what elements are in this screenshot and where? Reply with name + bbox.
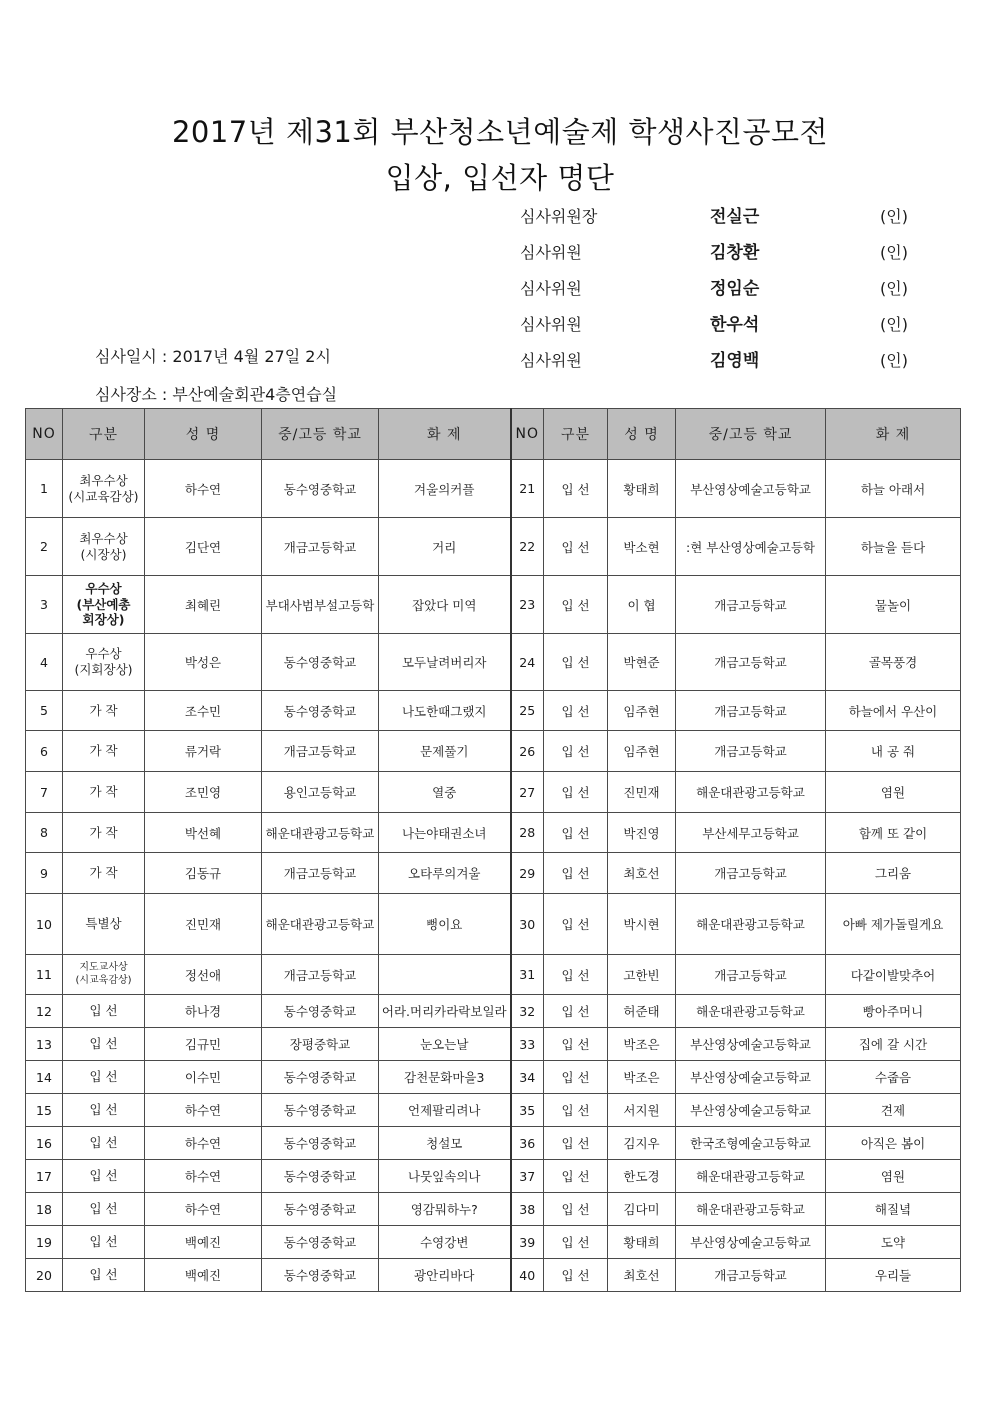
- cell-no: 27: [511, 772, 544, 813]
- cell-no: 18: [26, 1193, 63, 1226]
- cell-no: 17: [26, 1160, 63, 1193]
- cell-school: 해운대관광고등학교: [676, 1193, 826, 1226]
- header-cell: 화 제: [379, 409, 511, 460]
- cell-title: 뻥이요: [379, 894, 511, 955]
- cell-name: 하수연: [145, 1160, 262, 1193]
- cell-cat: 가 작: [63, 813, 145, 853]
- table-row: [26, 955, 961, 995]
- cell-name: 서지원: [608, 1094, 676, 1127]
- cell-school: 장평중학교: [262, 1028, 379, 1061]
- cell-school: 개금고등학교: [262, 518, 379, 576]
- table-row: [26, 1127, 961, 1160]
- cell-cat: 입 선: [544, 634, 608, 691]
- header-cell: 중/고등 학교: [676, 409, 826, 460]
- cell-title: 겨울의커플: [379, 460, 511, 518]
- cell-title: 눈오는날: [379, 1028, 511, 1061]
- cell-title: 하늘을 듣다: [826, 518, 961, 576]
- judge-name: 김영백: [710, 351, 760, 371]
- cell-no: 23: [511, 576, 544, 634]
- table-row: [26, 634, 961, 691]
- cell-name: 정선애: [145, 955, 262, 995]
- cell-title: 빵아주머니: [826, 995, 961, 1028]
- cell-name: 김규민: [145, 1028, 262, 1061]
- cell-no: 20: [26, 1259, 63, 1292]
- cell-no: 39: [511, 1226, 544, 1259]
- cell-name: 이 협: [608, 576, 676, 634]
- cell-title: 염원: [826, 1160, 961, 1193]
- cell-school: 부산영상예술고등학교: [676, 1061, 826, 1094]
- cell-school: 해운대관광고등학교: [676, 894, 826, 955]
- table-row: [26, 1094, 961, 1127]
- cell-name: 최호선: [608, 853, 676, 894]
- cell-no: 31: [511, 955, 544, 995]
- cell-no: 14: [26, 1061, 63, 1094]
- judging-place: 심사장소 : 부산예술회관4층연습실: [95, 385, 338, 404]
- cell-cat: 입 선: [544, 955, 608, 995]
- table-row: [26, 576, 961, 634]
- header-cell: 중/고등 학교: [262, 409, 379, 460]
- cell-title: 집에 갈 시간: [826, 1028, 961, 1061]
- judge-name: 정임순: [710, 279, 760, 299]
- cell-name: 최혜린: [145, 576, 262, 634]
- cell-cat: 우수상 (부산예총 회장상): [63, 576, 145, 634]
- cell-cat: 입 선: [63, 1193, 145, 1226]
- cell-name: 최호선: [608, 1259, 676, 1292]
- table-row: [26, 813, 961, 853]
- cell-cat: 입 선: [544, 1061, 608, 1094]
- cell-cat: 입 선: [544, 1127, 608, 1160]
- cell-no: 30: [511, 894, 544, 955]
- cell-cat: 입 선: [544, 853, 608, 894]
- cell-school: 동수영중학교: [262, 1259, 379, 1292]
- cell-cat: 가 작: [63, 853, 145, 894]
- cell-school: 동수영중학교: [262, 1160, 379, 1193]
- cell-cat: 입 선: [63, 1160, 145, 1193]
- cell-cat: 입 선: [544, 1259, 608, 1292]
- cell-no: 28: [511, 813, 544, 853]
- cell-title: 광안리바다: [379, 1259, 511, 1292]
- judge-row: [520, 198, 940, 234]
- cell-no: 35: [511, 1094, 544, 1127]
- table-row: [26, 1061, 961, 1094]
- cell-no: 15: [26, 1094, 63, 1127]
- cell-title: 나는야태권소녀: [379, 813, 511, 853]
- cell-no: 10: [26, 894, 63, 955]
- cell-cat: 가 작: [63, 772, 145, 813]
- header-cell: 화 제: [826, 409, 961, 460]
- cell-school: 해운대관광고등학교: [676, 1160, 826, 1193]
- cell-school: 개금고등학교: [676, 691, 826, 731]
- cell-no: 16: [26, 1127, 63, 1160]
- cell-cat: 입 선: [544, 691, 608, 731]
- cell-school: 부산영상예술고등학교: [676, 1028, 826, 1061]
- table-header-row: [26, 409, 961, 460]
- table-row: [26, 460, 961, 518]
- cell-cat: 입 선: [63, 1226, 145, 1259]
- document-subtitle: 입상, 입선자 명단: [385, 161, 615, 195]
- cell-cat: 입 선: [544, 518, 608, 576]
- cell-cat: 입 선: [544, 731, 608, 772]
- cell-cat: 입 선: [63, 1094, 145, 1127]
- cell-name: 이수민: [145, 1061, 262, 1094]
- cell-title: 언제팔리려나: [379, 1094, 511, 1127]
- cell-title: 물놀이: [826, 576, 961, 634]
- judge-role: 심사위원: [520, 243, 582, 262]
- cell-name: 박조은: [608, 1061, 676, 1094]
- header-cell: 성 명: [608, 409, 676, 460]
- cell-school: 개금고등학교: [676, 731, 826, 772]
- cell-cat: 입 선: [544, 1193, 608, 1226]
- cell-no: 22: [511, 518, 544, 576]
- cell-no: 6: [26, 731, 63, 772]
- cell-no: 12: [26, 995, 63, 1028]
- cell-no: 11: [26, 955, 63, 995]
- cell-school: 동수영중학교: [262, 691, 379, 731]
- cell-name: 김지우: [608, 1127, 676, 1160]
- cell-name: 박소현: [608, 518, 676, 576]
- cell-cat: 입 선: [544, 813, 608, 853]
- table-body: [26, 460, 961, 1292]
- header-cell: 구분: [544, 409, 608, 460]
- cell-cat: 입 선: [544, 576, 608, 634]
- cell-school: 동수영중학교: [262, 1127, 379, 1160]
- cell-no: 34: [511, 1061, 544, 1094]
- cell-cat: 최우수상 (시장상): [63, 518, 145, 576]
- cell-name: 김다미: [608, 1193, 676, 1226]
- cell-title: 아직은 봄이: [826, 1127, 961, 1160]
- judge-seal: (인): [880, 279, 908, 298]
- cell-no: 24: [511, 634, 544, 691]
- table-row: [26, 995, 961, 1028]
- judge-row: [520, 342, 940, 378]
- cell-cat: 가 작: [63, 731, 145, 772]
- judge-role: 심사위원장: [520, 207, 598, 226]
- cell-name: 류거락: [145, 731, 262, 772]
- judge-role: 심사위원: [520, 279, 582, 298]
- judge-name: 전실근: [710, 207, 760, 227]
- table-row: [26, 894, 961, 955]
- cell-title: 수줍음: [826, 1061, 961, 1094]
- cell-title: 청설모: [379, 1127, 511, 1160]
- cell-school: 개금고등학교: [676, 1259, 826, 1292]
- cell-title: 그리움: [826, 853, 961, 894]
- cell-name: 진민재: [145, 894, 262, 955]
- judge-seal: (인): [880, 243, 908, 262]
- header-cell: NO: [26, 409, 63, 460]
- cell-name: 황태희: [608, 460, 676, 518]
- cell-name: 박시현: [608, 894, 676, 955]
- cell-school: 동수영중학교: [262, 634, 379, 691]
- cell-no: 2: [26, 518, 63, 576]
- cell-name: 김동규: [145, 853, 262, 894]
- cell-title: 열중: [379, 772, 511, 813]
- table-row: [26, 1259, 961, 1292]
- cell-title: 염원: [826, 772, 961, 813]
- cell-cat: 최우수상 (시교육감상): [63, 460, 145, 518]
- cell-no: 5: [26, 691, 63, 731]
- cell-school: 개금고등학교: [262, 731, 379, 772]
- cell-school: 개금고등학교: [262, 853, 379, 894]
- cell-name: 백예진: [145, 1226, 262, 1259]
- cell-title: 감천문화마을3: [379, 1061, 511, 1094]
- cell-no: 19: [26, 1226, 63, 1259]
- cell-title: [379, 955, 511, 995]
- cell-name: 임주현: [608, 691, 676, 731]
- cell-no: 38: [511, 1193, 544, 1226]
- cell-title: 다같이발맞추어: [826, 955, 961, 995]
- cell-title: 모두날려버리자: [379, 634, 511, 691]
- cell-title: 도약: [826, 1226, 961, 1259]
- cell-cat: 입 선: [544, 1226, 608, 1259]
- cell-no: 29: [511, 853, 544, 894]
- cell-name: 조민영: [145, 772, 262, 813]
- cell-no: 36: [511, 1127, 544, 1160]
- cell-title: 하늘에서 우산이: [826, 691, 961, 731]
- cell-name: 박조은: [608, 1028, 676, 1061]
- cell-school: 해운대관광고등학교: [262, 813, 379, 853]
- cell-title: 해질녘: [826, 1193, 961, 1226]
- cell-name: 하수연: [145, 460, 262, 518]
- cell-school: 부대사범부설고등학: [262, 576, 379, 634]
- cell-cat: 입 선: [63, 1259, 145, 1292]
- cell-no: 40: [511, 1259, 544, 1292]
- cell-school: 부산영상예술고등학교: [676, 1226, 826, 1259]
- cell-cat: 입 선: [63, 1061, 145, 1094]
- cell-no: 13: [26, 1028, 63, 1061]
- judge-role: 심사위원: [520, 351, 582, 370]
- cell-school: 해운대관광고등학교: [676, 995, 826, 1028]
- cell-name: 백예진: [145, 1259, 262, 1292]
- cell-school: 개금고등학교: [262, 955, 379, 995]
- cell-cat: 입 선: [63, 995, 145, 1028]
- cell-school: 용인고등학교: [262, 772, 379, 813]
- cell-cat: 입 선: [63, 1028, 145, 1061]
- judge-name: 김창환: [710, 243, 760, 263]
- judge-seal: (인): [880, 351, 908, 370]
- judge-name: 한우석: [710, 315, 760, 335]
- cell-name: 허준태: [608, 995, 676, 1028]
- cell-title: 나뭇잎속의나: [379, 1160, 511, 1193]
- judge-seal: (인): [880, 207, 908, 226]
- header-cell: 구분: [63, 409, 145, 460]
- cell-cat: 지도교사상 (시교육감상): [63, 955, 145, 995]
- cell-school: 동수영중학교: [262, 995, 379, 1028]
- results-table: [25, 408, 961, 1292]
- judge-row: [520, 234, 940, 270]
- cell-name: 김단연: [145, 518, 262, 576]
- cell-no: 3: [26, 576, 63, 634]
- cell-cat: 입 선: [544, 995, 608, 1028]
- cell-cat: 특별상: [63, 894, 145, 955]
- cell-no: 1: [26, 460, 63, 518]
- cell-name: 하나경: [145, 995, 262, 1028]
- cell-no: 32: [511, 995, 544, 1028]
- cell-school: 해운대관광고등학교: [262, 894, 379, 955]
- judge-role: 심사위원: [520, 315, 582, 334]
- cell-school: 동수영중학교: [262, 1226, 379, 1259]
- cell-school: 부산세무고등학교: [676, 813, 826, 853]
- cell-school: 동수영중학교: [262, 1061, 379, 1094]
- cell-name: 하수연: [145, 1127, 262, 1160]
- judge-seal: (인): [880, 315, 908, 334]
- cell-title: 견제: [826, 1094, 961, 1127]
- cell-cat: 입 선: [544, 1094, 608, 1127]
- table-row: [26, 691, 961, 731]
- cell-school: 개금고등학교: [676, 853, 826, 894]
- cell-title: 하늘 아래서: [826, 460, 961, 518]
- table-row: [26, 853, 961, 894]
- cell-no: 4: [26, 634, 63, 691]
- table-row: [26, 1226, 961, 1259]
- cell-name: 조수민: [145, 691, 262, 731]
- cell-title: 잡았다 미역: [379, 576, 511, 634]
- cell-school: 개금고등학교: [676, 576, 826, 634]
- cell-title: 함께 또 같이: [826, 813, 961, 853]
- cell-title: 어라.머리카라락보일라: [379, 995, 511, 1028]
- cell-title: 수영강변: [379, 1226, 511, 1259]
- cell-no: 9: [26, 853, 63, 894]
- header-cell: NO: [511, 409, 544, 460]
- cell-no: 7: [26, 772, 63, 813]
- cell-school: 동수영중학교: [262, 1094, 379, 1127]
- cell-name: 하수연: [145, 1094, 262, 1127]
- document-title: 2017년 제31회 부산청소년예술제 학생사진공모전: [171, 115, 829, 149]
- cell-school: :현 부산영상예술고등학: [676, 518, 826, 576]
- table-row: [26, 518, 961, 576]
- cell-name: 고한빈: [608, 955, 676, 995]
- cell-name: 하수연: [145, 1193, 262, 1226]
- cell-title: 거리: [379, 518, 511, 576]
- cell-name: 박성은: [145, 634, 262, 691]
- table-row: [26, 1160, 961, 1193]
- cell-cat: 우수상 (지회장상): [63, 634, 145, 691]
- cell-school: 동수영중학교: [262, 460, 379, 518]
- cell-title: 아빠 제가돌릴게요: [826, 894, 961, 955]
- table-row: [26, 1028, 961, 1061]
- cell-school: 개금고등학교: [676, 955, 826, 995]
- cell-name: 임주현: [608, 731, 676, 772]
- cell-school: 부산영상예술고등학교: [676, 1094, 826, 1127]
- cell-no: 8: [26, 813, 63, 853]
- cell-title: 골목풍경: [826, 634, 961, 691]
- cell-cat: 입 선: [63, 1127, 145, 1160]
- cell-cat: 입 선: [544, 1028, 608, 1061]
- cell-name: 박선혜: [145, 813, 262, 853]
- cell-no: 21: [511, 460, 544, 518]
- cell-name: 박현준: [608, 634, 676, 691]
- cell-school: 동수영중학교: [262, 1193, 379, 1226]
- cell-school: 개금고등학교: [676, 634, 826, 691]
- header-cell: 성 명: [145, 409, 262, 460]
- judge-row: [520, 270, 940, 306]
- cell-title: 영감뭐하누?: [379, 1193, 511, 1226]
- cell-no: 25: [511, 691, 544, 731]
- cell-cat: 가 작: [63, 691, 145, 731]
- cell-name: 황태희: [608, 1226, 676, 1259]
- judge-row: [520, 306, 940, 342]
- table-row: [26, 772, 961, 813]
- cell-name: 한도경: [608, 1160, 676, 1193]
- cell-name: 박진영: [608, 813, 676, 853]
- cell-school: 한국조형예술고등학교: [676, 1127, 826, 1160]
- cell-title: 내 공 줘: [826, 731, 961, 772]
- cell-name: 진민재: [608, 772, 676, 813]
- table-row: [26, 731, 961, 772]
- cell-cat: 입 선: [544, 772, 608, 813]
- cell-no: 26: [511, 731, 544, 772]
- cell-school: 해운대관광고등학교: [676, 772, 826, 813]
- cell-no: 37: [511, 1160, 544, 1193]
- cell-title: 우리들: [826, 1259, 961, 1292]
- table-row: [26, 1193, 961, 1226]
- cell-school: 부산영상예술고등학교: [676, 460, 826, 518]
- cell-no: 33: [511, 1028, 544, 1061]
- cell-cat: 입 선: [544, 460, 608, 518]
- judge-list: [520, 198, 940, 378]
- cell-cat: 입 선: [544, 894, 608, 955]
- judging-date: 심사일시 : 2017년 4월 27일 2시: [95, 347, 331, 366]
- cell-title: 오타루의겨울: [379, 853, 511, 894]
- cell-cat: 입 선: [544, 1160, 608, 1193]
- cell-title: 나도한때그랬지: [379, 691, 511, 731]
- cell-title: 문제풀기: [379, 731, 511, 772]
